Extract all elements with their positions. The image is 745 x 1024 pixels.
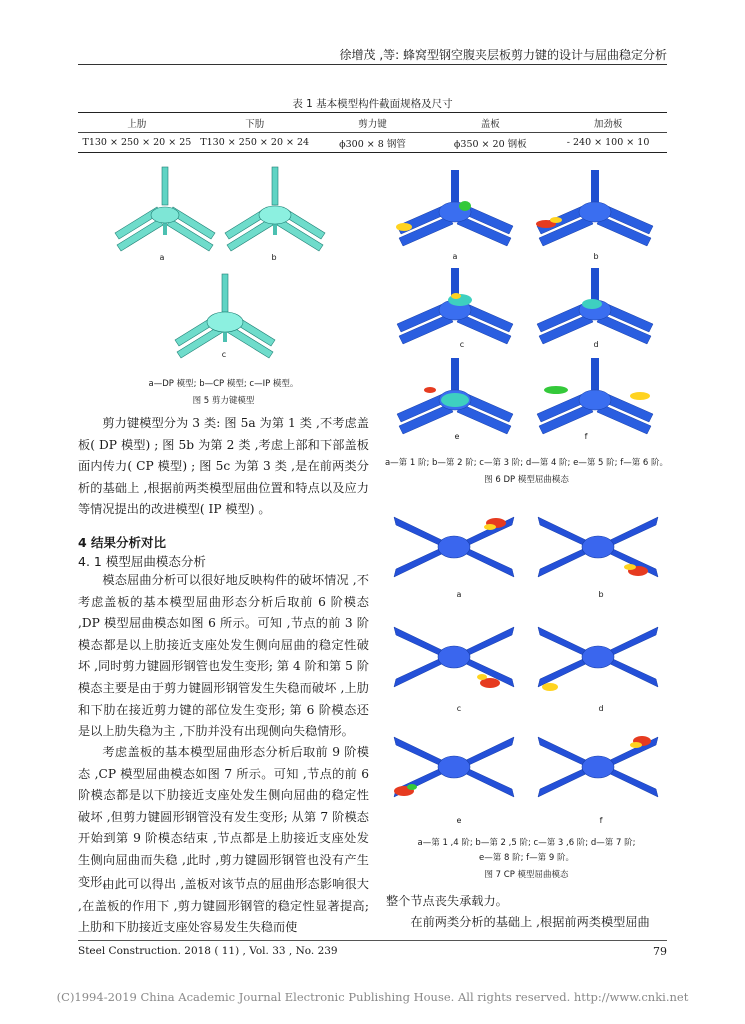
body-paragraph: 由此可以得出 ,盖板对该节点的屈曲形态影响很大 ,在盖板的作用下 ,剪力键圆形钢管的稳定性显著提高; 上肋和下肋接近支座处容易发生失稳而使 — [78, 877, 369, 935]
fig5-caption: 图 5 剪力键模型 — [192, 396, 255, 406]
fig7-mode-f — [530, 725, 665, 810]
fig7-label: f — [599, 816, 603, 825]
fig7-mode-c — [386, 615, 521, 700]
fig7-mode-e — [386, 725, 521, 810]
spec-table — [78, 112, 667, 153]
fig7-label: e — [456, 816, 462, 825]
fig7-mode-d — [530, 615, 665, 700]
fig7-mode-b — [530, 505, 665, 590]
table-row — [78, 133, 667, 152]
body-paragraph: 考虑盖板的基本模型屈曲形态分析后取前 9 阶模态 ,CP 模型屈曲模态如图 7 所示。可知 ,节点的前 6 阶模态都是以下肋接近支座处发生侧向屈曲的稳定性破坏 ,但剪力键圆形钢管没有发生变形; 从第 7 阶模态开始到第 9 阶模态结束 ,节点都是上肋接近支座处发生侧向屈曲而失稳 ,此时 ,剪力键圆形钢管也没有产生变形。 — [78, 745, 369, 889]
fig6-mode-a — [390, 172, 520, 247]
body-paragraph: 模态屈曲分析可以很好地反映构件的破坏情况 ,不考虑盖板的基本模型屈曲形态分析后取前 6 阶模态 ,DP 模型屈曲模态如图 6 所示。可知 ,节点的前 3 阶模态都是以上肋接近支座处发生侧向屈曲的稳定性破坏 ,同时剪力键圆形钢管也发生变形; 第 4 阶和第 5 阶模态主要是由于剪力键圆形钢管发生失稳而破坏 ,上肋和下肋在接近剪力键的部位发生变形; 第 6 阶模态还是以上肋失稳为主 ,下肋并没有出现侧向失稳情形。 — [78, 573, 369, 739]
fig6-mode-c — [390, 270, 520, 345]
fig6-caption: 图 6 DP 模型屈曲模态 — [484, 475, 569, 485]
fig7-mode-a — [386, 505, 521, 590]
fig7-label: c — [456, 704, 462, 713]
fig7-label: a — [456, 590, 462, 599]
fig6-label: e — [454, 432, 460, 441]
fig5-label: c — [221, 350, 227, 359]
page-number: 79 — [653, 945, 667, 958]
subsection-heading: 4. 1 模型屈曲模态分析 — [78, 554, 206, 569]
fig6-mode-e — [390, 360, 520, 435]
table-header-cell: 盖板 — [480, 118, 500, 130]
fig6-label: a — [452, 252, 458, 261]
table-header-cell: 加劲板 — [593, 118, 623, 130]
table-header-cell: 上肋 — [127, 118, 147, 130]
table-cell: ϕ350 × 20 钢板 — [453, 138, 527, 150]
header-rule — [78, 64, 667, 65]
table-cell: - 240 × 100 × 10 — [566, 137, 650, 148]
body-paragraph: 剪力键模型分为 3 类: 图 5a 为第 1 类 ,不考虑盖板( DP 模型) ; 图 5b 为第 2 类 ,考虑上部和下部盖板面内传力( CP 模型) ; 图 5c 为第 3 类 ,是在前两类分析的基础上 ,根据前两类模型屈曲位置和特点以及应力等情况提出的改进模型( IP 模型) 。 — [78, 416, 369, 517]
copyright-notice: (C)1994-2019 China Academic Journal Electronic Publishing House. All rights reserved. http://www.cnki.net — [56, 990, 689, 1004]
fig6-label: f — [584, 432, 588, 441]
footer-rule — [78, 940, 667, 941]
fig7-caption: 图 7 CP 模型屈曲模态 — [484, 870, 569, 880]
table-cell: T130 × 250 × 20 × 25 — [82, 137, 192, 148]
running-header: 徐增茂 ,等: 蜂窝型钢空腹夹层板剪力键的设计与屈曲稳定分析 — [339, 48, 667, 62]
table-header-cell: 剪力键 — [358, 118, 387, 130]
table-cell: T130 × 250 × 20 × 24 — [200, 137, 310, 148]
fig6-label: b — [593, 252, 599, 261]
table-cell: ϕ300 × 8 钢管 — [339, 138, 406, 150]
fig5-label: a — [159, 253, 165, 262]
fig6-label: c — [459, 340, 465, 349]
fig6-mode-f — [530, 360, 660, 435]
fig5-label: b — [271, 253, 277, 262]
journal-citation: Steel Construction. 2018 ( 11) , Vol. 33 , No. 239 — [78, 945, 338, 957]
table-caption: 表 1 基本模型构件截面规格及尺寸 — [292, 98, 453, 110]
fig6-label: d — [593, 340, 599, 349]
fig7-legend: a—第 1 ,4 阶; b—第 2 ,5 阶; c—第 3 ,6 阶; d—第 7 阶; — [417, 838, 636, 848]
fig5-legend: a—DP 模型; b—CP 模型; c—IP 模型。 — [148, 379, 299, 389]
fig7-legend: e—第 8 阶; f—第 9 阶。 — [479, 853, 574, 863]
fig7-label: b — [598, 590, 604, 599]
section-heading: 4 结果分析对比 — [78, 535, 167, 550]
fig7-label: d — [598, 704, 604, 713]
fig5-model-b — [230, 175, 320, 255]
body-paragraph: 在前两类分析的基础上 ,根据前两类模型屈曲 — [410, 915, 650, 929]
fig6-mode-b — [530, 172, 660, 247]
table-header-cell: 下肋 — [245, 118, 265, 130]
fig6-mode-d — [530, 270, 660, 345]
table-header-row — [78, 113, 667, 133]
fig6-legend: a—第 1 阶; b—第 2 阶; c—第 3 阶; d—第 4 阶; e—第 5 阶; f—第 6 阶。 — [384, 458, 669, 468]
fig5-model-a — [120, 175, 210, 255]
body-paragraph: 整个节点丧失承载力。 — [386, 894, 508, 908]
